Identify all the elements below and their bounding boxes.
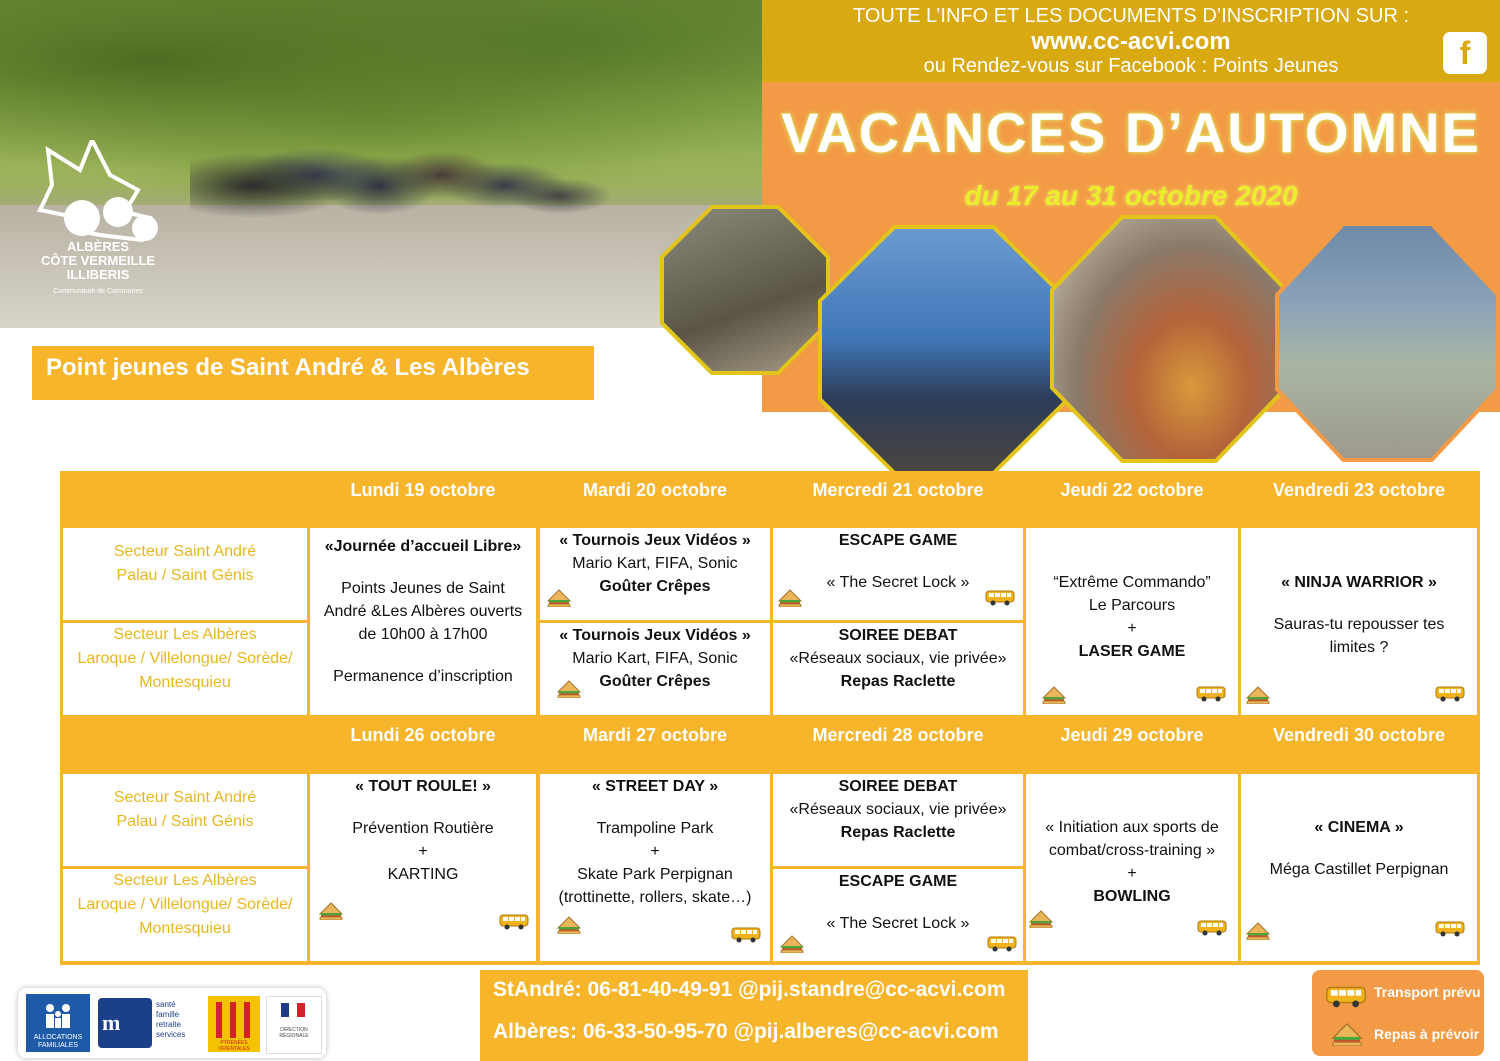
caf-logo: ALLOCATIONS FAMILIALES xyxy=(26,994,90,1052)
sandwich-icon xyxy=(779,933,805,953)
activity-mercredi-28-alberes: ESCAPE GAME « The Secret Lock » xyxy=(773,869,1023,961)
msa-logo: m xyxy=(98,998,152,1048)
sector-les-alberes: Secteur Les Albères Laroque / Villelongue/ Sorède/ Montesquieu xyxy=(63,869,307,961)
pyrenees-orientales-logo: PYRÉNÉES ORIENTALES xyxy=(208,996,260,1052)
bus-icon xyxy=(1196,686,1226,702)
sandwich-icon xyxy=(556,914,582,934)
bus-icon xyxy=(987,936,1017,952)
activity-jeudi-29: « Initiation aux sports de combat/cross-training » + BOWLING xyxy=(1026,774,1238,961)
partner-logos xyxy=(18,988,326,1058)
day-header: Mercredi 28 octobre xyxy=(812,725,984,745)
sandwich-icon xyxy=(556,678,582,698)
activity-lundi-19: «Journée d’accueil Libre» Points Jeunes de Saint André &Les Albères ouverts de 10h00 à 17h00 Permanence d’inscription xyxy=(310,528,536,715)
acvi-logo-subtitle: Communauté de Communes xyxy=(53,288,143,295)
sandwich-icon xyxy=(777,587,803,607)
photo-activity-4 xyxy=(1275,222,1500,462)
day-header: Lundi 26 octobre xyxy=(350,725,496,745)
bus-icon xyxy=(1197,920,1227,936)
bus-icon xyxy=(1435,921,1465,937)
day-header: Mardi 20 octobre xyxy=(582,480,728,500)
sector-saint-andre: Secteur Saint André Palau / Saint Génis xyxy=(63,774,307,866)
sector-les-alberes: Secteur Les Albères Laroque / Villelongue/ Sorède/ Montesquieu xyxy=(63,623,307,715)
drjscs-logo: DIRECTION RÉGIONALE xyxy=(266,996,322,1054)
sandwich-icon xyxy=(1041,684,1067,704)
day-header: Lundi 19 octobre xyxy=(350,480,496,500)
activity-vendredi-30: « CINEMA » Méga Castillet Perpignan xyxy=(1241,774,1477,961)
contact-box xyxy=(480,970,1028,1061)
contact-alberes[interactable]: Albères: 06-33-50-95-70 @pij.alberes@cc-acvi.com xyxy=(493,1020,999,1043)
sandwich-icon xyxy=(1245,920,1271,940)
day-header: Jeudi 22 octobre xyxy=(1060,480,1204,500)
bus-icon xyxy=(1435,686,1465,702)
contact-standre[interactable]: StAndré: 06-81-40-49-91 @pij.standre@cc-acvi.com xyxy=(493,978,1006,1001)
day-header: Mercredi 21 octobre xyxy=(812,480,984,500)
day-header: Mardi 27 octobre xyxy=(582,725,728,745)
acvi-logo-text: ALBÈRES CÔTE VERMEILLE ILLIBERIS xyxy=(40,239,156,282)
activity-mardi-20-alberes: « Tournois Jeux Vidéos » Mario Kart, FIFA, Sonic Goûter Crêpes xyxy=(540,623,770,715)
point-jeunes-label: Point jeunes de Saint André & Les Albères xyxy=(46,354,530,381)
bus-icon xyxy=(499,914,529,930)
sandwich-icon xyxy=(318,900,344,920)
sandwich-icon xyxy=(1245,684,1271,704)
website-link[interactable]: www.cc-acvi.com xyxy=(1031,28,1231,55)
banner-line-1: TOUTE L’INFO ET LES DOCUMENTS D’INSCRIPTION SUR : xyxy=(853,5,1409,27)
day-header: Vendredi 23 octobre xyxy=(1272,480,1446,500)
msa-tagline: santé famille retraite services xyxy=(156,1000,186,1039)
date-range: du 17 au 31 octobre 2020 xyxy=(964,180,1298,211)
sandwich-icon xyxy=(546,587,572,607)
day-header: Vendredi 30 octobre xyxy=(1272,725,1446,745)
point-jeunes-box xyxy=(32,346,594,400)
bus-icon xyxy=(1324,986,1368,1008)
photo-activity-1 xyxy=(660,205,830,375)
activity-vendredi-23: « NINJA WARRIOR » Sauras-tu repousser tes limites ? xyxy=(1241,528,1477,715)
sandwich-icon xyxy=(1330,1020,1364,1046)
bus-icon xyxy=(731,927,761,943)
day-header: Jeudi 29 octobre xyxy=(1060,725,1204,745)
facebook-icon[interactable]: f xyxy=(1443,32,1487,74)
banner-line-3: ou Rendez-vous sur Facebook : Points Jeunes xyxy=(923,55,1339,77)
activity-mercredi-21-alberes: SOIREE DEBAT «Réseaux sociaux, vie privée» Repas Raclette xyxy=(773,623,1023,715)
legend-repas: Repas à prévoir xyxy=(1374,1026,1480,1042)
caf-people-icon xyxy=(40,1000,76,1030)
sector-saint-andre: Secteur Saint André Palau / Saint Génis xyxy=(63,528,307,620)
activity-mardi-20-st-andre: « Tournois Jeux Vidéos » Mario Kart, FIFA, Sonic Goûter Crêpes xyxy=(540,528,770,620)
activity-lundi-26: « TOUT ROULE! » Prévention Routière + KARTING xyxy=(310,774,536,961)
activity-mercredi-28-st-andre: SOIREE DEBAT «Réseaux sociaux, vie privée» Repas Raclette xyxy=(773,774,1023,866)
sandwich-icon xyxy=(1028,908,1054,928)
activity-mercredi-21-st-andre: ESCAPE GAME « The Secret Lock » xyxy=(773,528,1023,620)
legend-box xyxy=(1312,970,1484,1056)
page-title: VACANCES D’AUTOMNE xyxy=(781,101,1481,164)
activity-mardi-27: « STREET DAY » Trampoline Park + Skate Park Perpignan (trottinette, rollers, skate…) xyxy=(540,774,770,961)
activity-jeudi-22: “Extrême Commando” Le Parcours + LASER GAME xyxy=(1026,528,1238,715)
bus-icon xyxy=(985,590,1015,606)
legend-transport: Transport prévu xyxy=(1374,984,1481,1000)
